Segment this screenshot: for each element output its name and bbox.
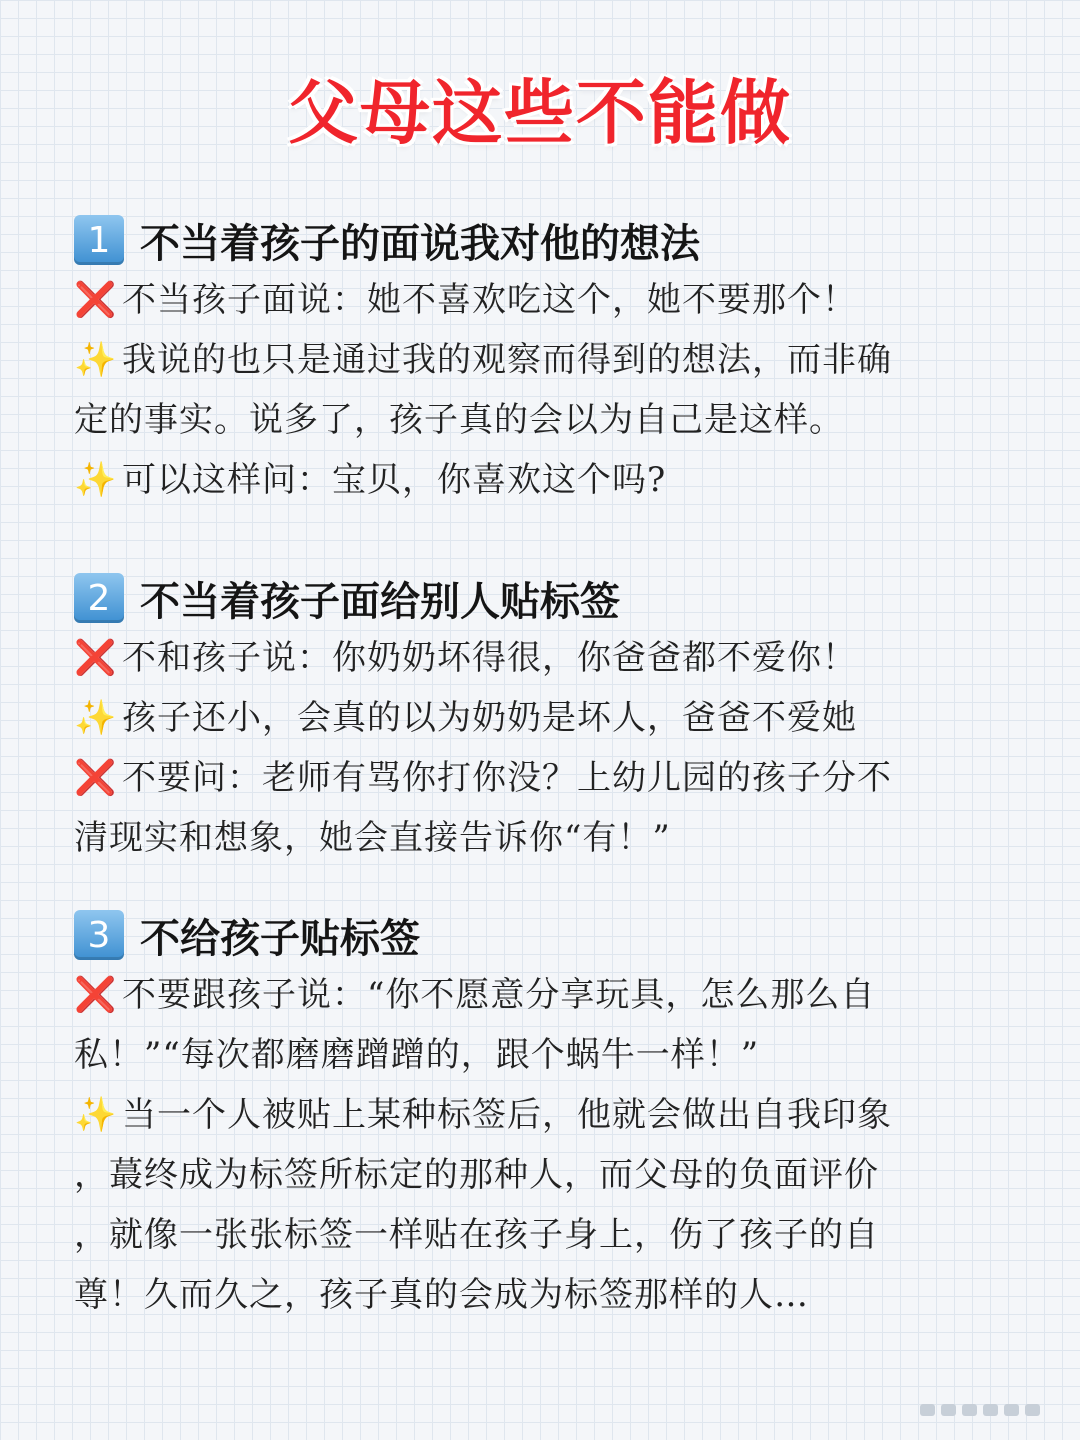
keycap-number-2-icon: 2: [74, 573, 124, 623]
line-text: 孩子还小，会真的以为奶奶是坏人，爸爸不爱她: [122, 698, 857, 738]
cross-icon: ❌: [74, 975, 118, 1015]
line-text: 我说的也只是通过我的观察而得到的想法，而非确: [122, 340, 892, 380]
keycap-number-1-icon: 1: [74, 215, 124, 265]
text-line: [74, 1145, 1014, 1205]
sparkle-icon: ✨: [74, 1095, 118, 1135]
text-line: [74, 748, 1014, 808]
text-line: [74, 965, 1014, 1025]
text-line: [74, 270, 1014, 330]
cross-icon: ❌: [74, 638, 118, 678]
line-text: 不当孩子面说：她不喜欢吃这个，她不要那个！: [122, 280, 857, 320]
text-line: [74, 450, 1014, 510]
text-line: [74, 808, 1014, 868]
line-text: 定的事实。说多了，孩子真的会以为自己是这样。: [74, 400, 844, 440]
sparkle-icon: ✨: [74, 698, 118, 738]
text-line: [74, 1085, 1014, 1145]
sparkle-icon: ✨: [74, 460, 118, 500]
section-3: [74, 905, 1014, 1325]
page-title: 父母这些不能做: [288, 72, 792, 154]
keycap-number-3-icon: 3: [74, 910, 124, 960]
section-title: 不当着孩子的面说我对他的想法: [140, 220, 700, 267]
text-line: [74, 1205, 1014, 1265]
section-2: [74, 568, 1014, 868]
text-line: [74, 330, 1014, 390]
cross-icon: ❌: [74, 280, 118, 320]
cross-icon: ❌: [74, 758, 118, 798]
sparkle-icon: ✨: [74, 340, 118, 380]
text-line: [74, 390, 1014, 450]
line-text: 尊！久而久之，孩子真的会成为标签那样的人…: [74, 1275, 809, 1315]
line-text: 不要问：老师有骂你打你没？上幼儿园的孩子分不: [122, 758, 892, 798]
line-text: 不要跟孩子说：“你不愿意分享玩具，怎么那么自: [122, 975, 876, 1015]
watermark-bar: [920, 1404, 1040, 1416]
text-line: [74, 1265, 1014, 1325]
line-text: 可以这样问：宝贝，你喜欢这个吗?: [122, 460, 667, 500]
section-header: [74, 568, 1014, 628]
line-text: 私！”“每次都磨磨蹭蹭的，跟个蜗牛一样！”: [74, 1035, 760, 1075]
line-text: ，就像一张张标签一样贴在孩子身上，伤了孩子的自: [74, 1215, 879, 1255]
line-text: 清现实和想象，她会直接告诉你“有！”: [74, 818, 671, 858]
text-line: [74, 628, 1014, 688]
section-title: 不给孩子贴标签: [140, 915, 420, 962]
line-text: ，蕞终成为标签所标定的那种人，而父母的负面评价: [74, 1155, 879, 1195]
line-text: 当一个人被贴上某种标签后，他就会做出自我印象: [122, 1095, 892, 1135]
line-text: 不和孩子说：你奶奶坏得很，你爸爸都不爱你！: [122, 638, 857, 678]
text-line: [74, 688, 1014, 748]
section-1: [74, 210, 1014, 510]
text-line: [74, 1025, 1014, 1085]
section-header: [74, 905, 1014, 965]
section-header: [74, 210, 1014, 270]
section-title: 不当着孩子面给别人贴标签: [140, 578, 620, 625]
